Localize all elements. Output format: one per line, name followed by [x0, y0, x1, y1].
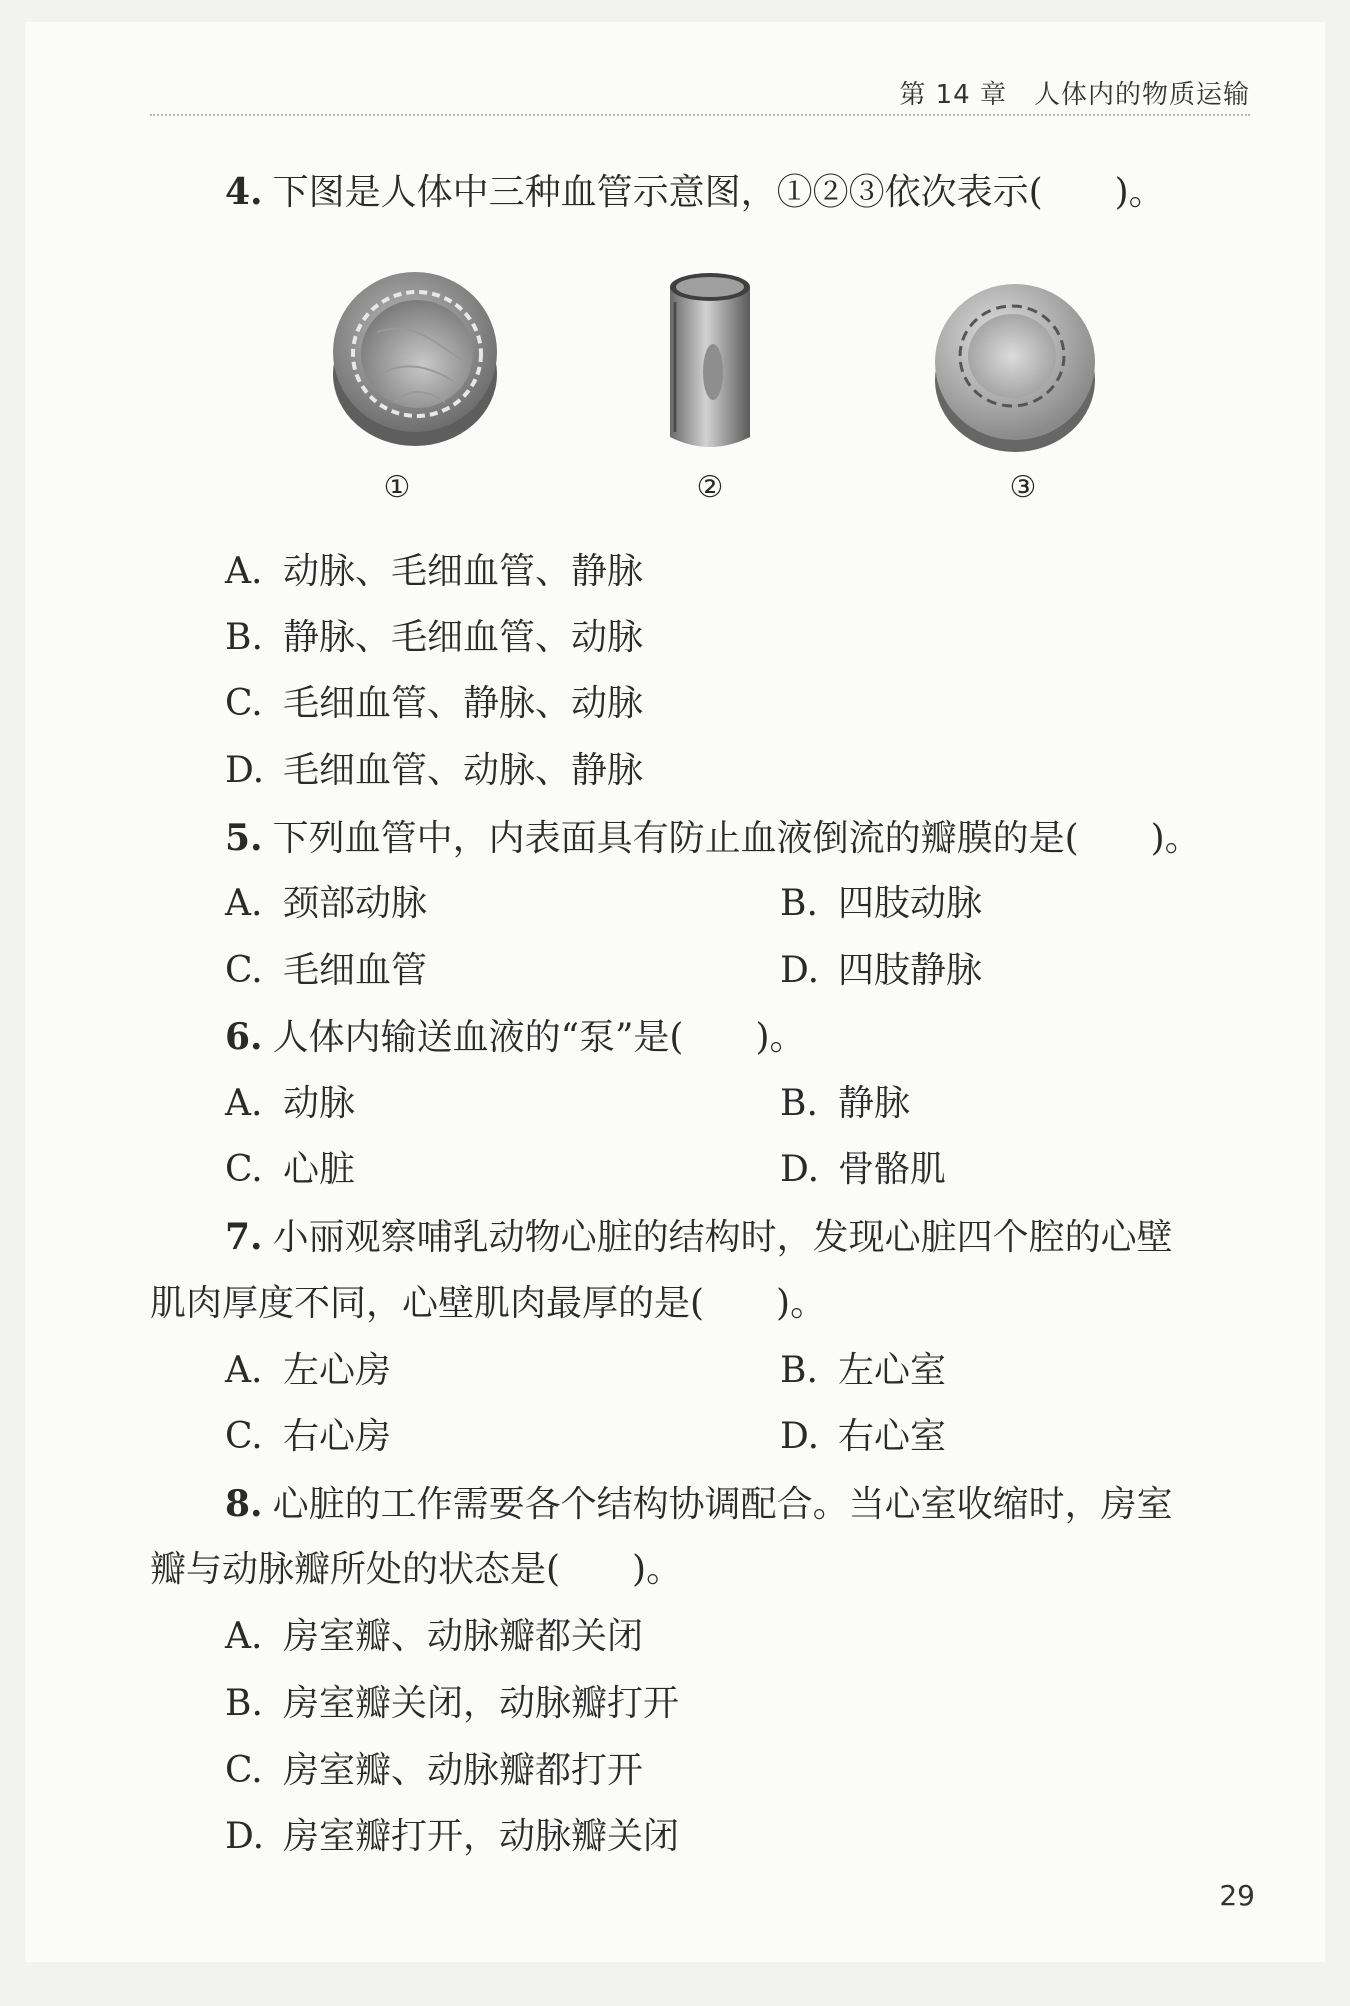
question-stem: 人体内输送血液的“泵”是( )。: [272, 1017, 806, 1058]
q4-option-a: A. 动脉、毛细血管、静脉: [225, 551, 644, 592]
artery-figure: [315, 262, 515, 452]
q6-option-c: C. 心脏: [225, 1149, 356, 1190]
question-6: [225, 1015, 806, 1060]
question-8-continuation: 瓣与动脉瓣所处的状态是( )。: [150, 1549, 683, 1590]
figure-label-3: ③: [1009, 470, 1037, 505]
q8-option-a: A. 房室瓣、动脉瓣都关闭: [225, 1616, 644, 1657]
q5-option-d: D. 四肢静脉: [780, 950, 983, 991]
question-number: 6.: [225, 1016, 263, 1058]
q6-option-d: D. 骨骼肌: [780, 1149, 947, 1190]
running-header: [150, 74, 1250, 116]
figure-label-1: ①: [383, 470, 411, 505]
q6-option-a: A. 动脉: [225, 1083, 356, 1124]
question-number: 8.: [225, 1483, 263, 1525]
figure-label-2: ②: [696, 470, 724, 505]
q5-option-c: C. 毛细血管: [225, 950, 428, 991]
question-stem: 小丽观察哺乳动物心脏的结构时，发现心脏四个腔的心壁: [272, 1217, 1173, 1258]
capillary-figure: [655, 262, 765, 462]
question-7-continuation: 肌肉厚度不同，心壁肌肉最厚的是( )。: [150, 1283, 827, 1324]
textbook-page: [25, 22, 1325, 1962]
q8-option-d: D. 房室瓣打开，动脉瓣关闭: [225, 1816, 680, 1857]
q4-option-d: D. 毛细血管、动脉、静脉: [225, 750, 644, 791]
question-stem: 心脏的工作需要各个结构协调配合。当心室收缩时，房室: [272, 1484, 1173, 1525]
q5-option-b: B. 四肢动脉: [780, 883, 983, 924]
vein-figure: [920, 272, 1110, 462]
q7-option-c: C. 右心房: [225, 1416, 392, 1457]
question-4: [225, 170, 1165, 215]
q5-option-a: A. 颈部动脉: [225, 883, 428, 924]
q4-option-b: B. 静脉、毛细血管、动脉: [225, 617, 644, 658]
question-number: 4.: [225, 171, 263, 213]
q6-option-b: B. 静脉: [780, 1083, 911, 1124]
question-stem: 下图是人体中三种血管示意图，①②③依次表示( )。: [272, 172, 1165, 213]
q7-option-a: A. 左心房: [225, 1350, 392, 1391]
q4-option-c: C. 毛细血管、静脉、动脉: [225, 683, 644, 724]
q7-option-d: D. 右心室: [780, 1416, 947, 1457]
q8-option-c: C. 房室瓣、动脉瓣都打开: [225, 1750, 644, 1791]
question-5: [225, 816, 1201, 861]
question-number: 7.: [225, 1216, 263, 1258]
q8-option-b: B. 房室瓣关闭，动脉瓣打开: [225, 1683, 680, 1724]
q7-option-b: B. 左心室: [780, 1350, 947, 1391]
question-8: [225, 1482, 1173, 1527]
chapter-title: 第 14 章 人体内的物质运输: [899, 80, 1250, 110]
question-stem: 下列血管中，内表面具有防止血液倒流的瓣膜的是( )。: [272, 818, 1201, 859]
question-number: 5.: [225, 817, 263, 859]
page-number: 29: [1219, 1879, 1255, 1912]
question-7: [225, 1215, 1173, 1260]
